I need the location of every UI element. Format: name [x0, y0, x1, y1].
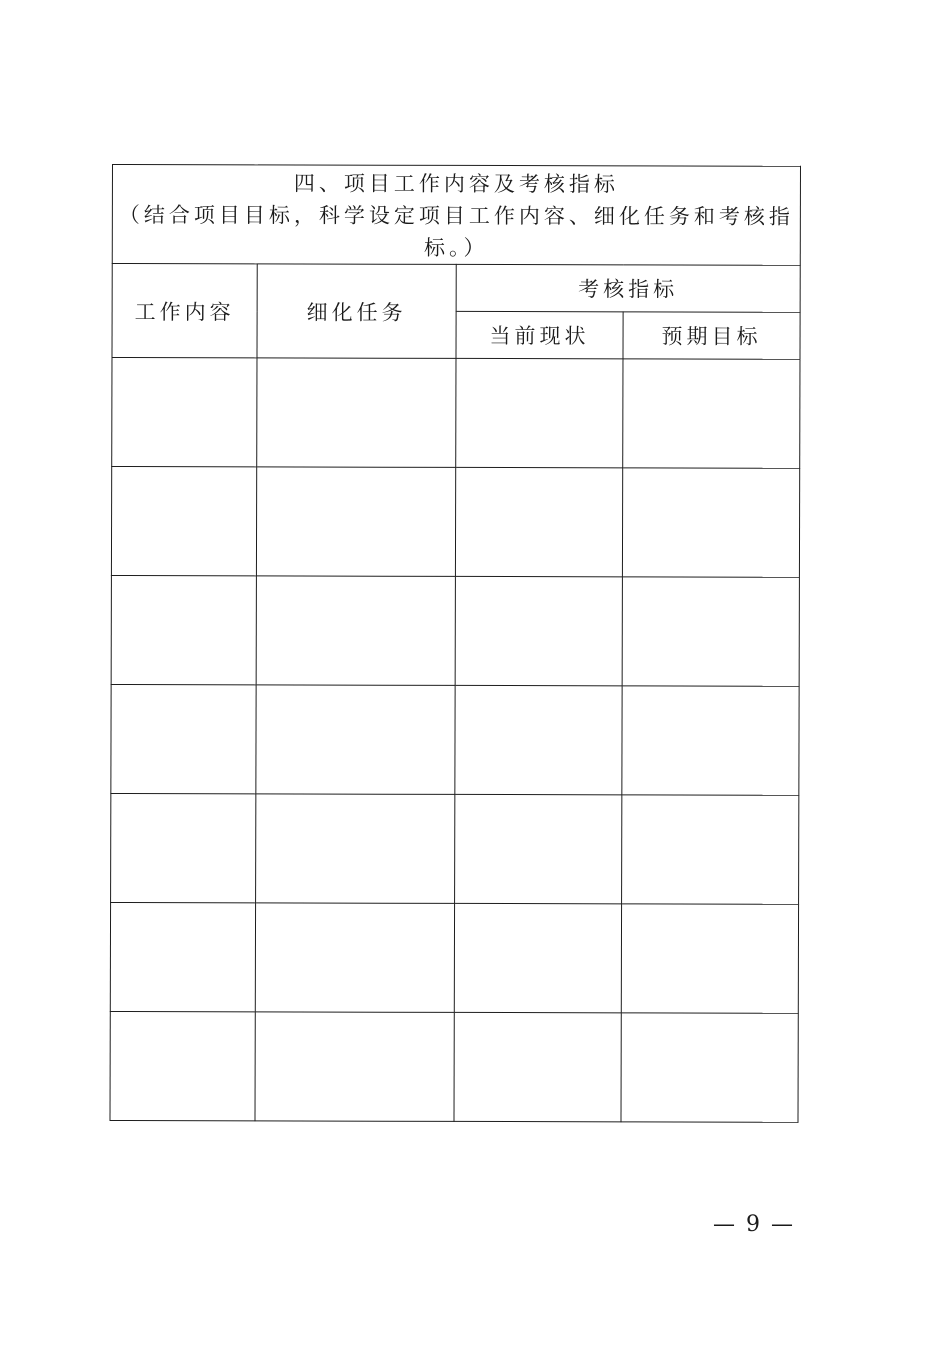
cell-expected-target[interactable]: [622, 468, 799, 577]
cell-work-content[interactable]: [112, 358, 257, 467]
cell-detailed-tasks[interactable]: [256, 576, 455, 686]
cell-current-status[interactable]: [454, 1012, 621, 1121]
header-current-status: 当前现状: [456, 311, 623, 358]
table-row: [110, 902, 798, 1013]
cell-expected-target[interactable]: [621, 1013, 798, 1122]
cell-current-status[interactable]: [454, 903, 621, 1012]
cell-current-status[interactable]: [455, 794, 622, 903]
header-expected-target: 预期目标: [623, 312, 800, 359]
cell-expected-target[interactable]: [623, 359, 800, 468]
cell-detailed-tasks[interactable]: [256, 467, 455, 577]
header-detailed-tasks: 细化任务: [257, 264, 456, 359]
cell-work-content[interactable]: [111, 684, 256, 793]
cell-detailed-tasks[interactable]: [255, 903, 454, 1013]
page-number: — 9 —: [713, 1212, 795, 1237]
cell-work-content[interactable]: [110, 1011, 255, 1120]
section-header-cell: [112, 165, 800, 266]
cell-detailed-tasks[interactable]: [256, 685, 455, 795]
cell-expected-target[interactable]: [621, 904, 798, 1013]
cell-current-status[interactable]: [455, 576, 622, 685]
cell-current-status[interactable]: [456, 358, 623, 467]
table-row: [111, 684, 799, 795]
cell-work-content[interactable]: [111, 467, 256, 576]
table-row: [110, 1011, 798, 1122]
table-row: [111, 467, 799, 578]
table-row: [111, 793, 799, 904]
section-note: （结合项目目标，科学设定项目工作内容、细化任务和考核指标。）: [118, 203, 794, 260]
cell-detailed-tasks[interactable]: [255, 1012, 454, 1122]
project-work-table: [109, 164, 801, 1123]
cell-detailed-tasks[interactable]: [257, 358, 456, 468]
column-header-row-1: [112, 264, 800, 313]
cell-work-content[interactable]: [111, 575, 256, 684]
cell-current-status[interactable]: [455, 467, 622, 576]
cell-expected-target[interactable]: [622, 686, 799, 795]
table-row: [112, 358, 800, 469]
cell-expected-target[interactable]: [622, 577, 799, 686]
cell-detailed-tasks[interactable]: [256, 794, 455, 904]
cell-expected-target[interactable]: [622, 795, 799, 904]
section-title: 四、项目工作内容及考核指标: [293, 171, 619, 197]
cell-current-status[interactable]: [455, 685, 622, 794]
table-row: [111, 575, 799, 686]
header-work-content: 工作内容: [112, 264, 257, 358]
cell-work-content[interactable]: [110, 902, 255, 1011]
cell-work-content[interactable]: [111, 793, 256, 902]
header-indicators-group: 考核指标: [456, 264, 800, 312]
section-header-row: [112, 165, 800, 266]
